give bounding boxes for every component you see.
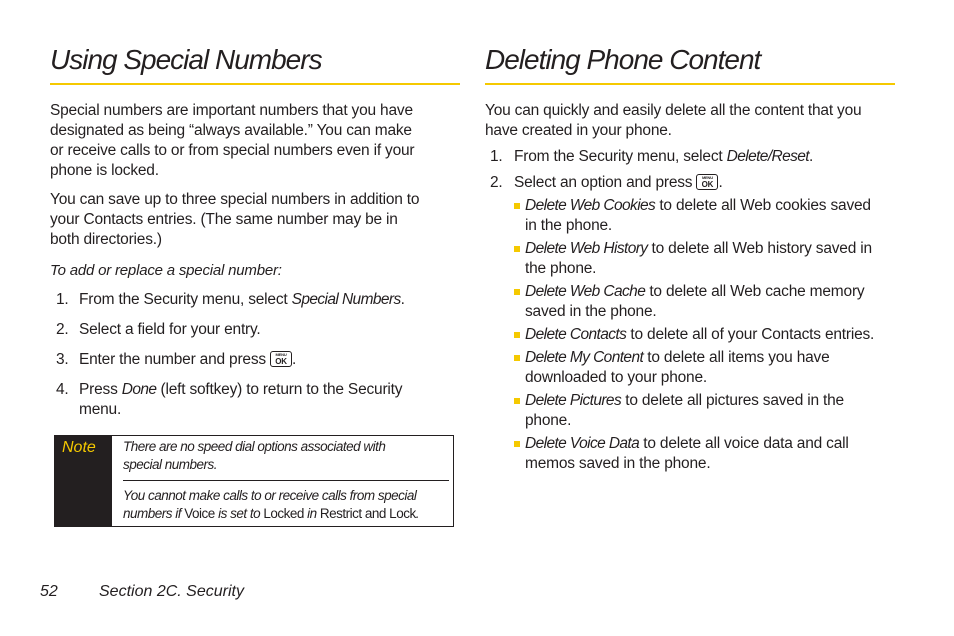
punctuation: . [292, 351, 297, 368]
text-line: both directories.) [50, 231, 162, 248]
section-footer: Section 2C. Security [99, 583, 244, 600]
option-description: to delete all Web history saved in [647, 240, 872, 257]
option-description: the phone. [525, 260, 597, 277]
punctuation: . [415, 506, 419, 521]
note-label: Note [62, 439, 96, 456]
step-number: 4. [56, 381, 69, 398]
section-title: Using Special Numbers [50, 44, 322, 75]
procedure-heading: To add or replace a special number: [50, 262, 282, 279]
text-line: You cannot make calls to or receive calls from special [123, 488, 417, 503]
option-name: Delete Web Cookies [525, 197, 656, 214]
note-divider [123, 480, 449, 481]
note-box [54, 435, 454, 527]
option-name: Delete Web History [525, 240, 648, 257]
option-name: Delete Voice Data [525, 435, 640, 452]
page-number: 52 [40, 583, 58, 600]
note-text-1 [123, 438, 448, 474]
option-name: Delete Pictures [525, 392, 622, 409]
option-name: Delete Web Cache [525, 283, 646, 300]
text-line: There are no speed dial options associated with [123, 439, 386, 454]
text-line: special numbers. [123, 457, 218, 472]
bullet-square-icon [514, 246, 520, 252]
option-description: memos saved in the phone. [525, 455, 711, 472]
bullet-square-icon [514, 355, 520, 361]
punctuation: . [718, 174, 723, 191]
note-text-2 [123, 487, 448, 523]
text-line: You can quickly and easily delete all the content that you [485, 102, 862, 119]
setting-value: Locked [263, 506, 304, 521]
softkey-reference: Done [121, 381, 157, 398]
text-line: designated as being “always available.” You can make [50, 122, 412, 139]
menu-item-reference: Special Numbers [291, 291, 401, 308]
step-text: From the Security menu, select [514, 148, 727, 165]
option-description: to delete all pictures saved in the [621, 392, 844, 409]
punctuation: . [809, 148, 814, 165]
bullet-square-icon [514, 398, 520, 404]
step-number: 2. [56, 321, 69, 338]
section-title: Deleting Phone Content [485, 44, 761, 75]
bullet-square-icon [514, 441, 520, 447]
text-fragment: in [303, 506, 320, 521]
setting-name: Voice [184, 506, 215, 521]
option-description: to delete all items you have [643, 349, 830, 366]
title-rule [485, 83, 895, 85]
text-fragment: numbers if [123, 506, 185, 521]
key-label-top: MENU [701, 175, 713, 180]
option-name: Delete Contacts [525, 326, 627, 343]
bullet-square-icon [514, 332, 520, 338]
note-label-panel [55, 436, 112, 526]
bullet-square-icon [514, 203, 520, 209]
text-line: phone is locked. [50, 162, 159, 179]
menu-ok-key-icon [696, 174, 718, 190]
step-text: Select a field for your entry. [79, 321, 261, 338]
key-label-top: MENU [275, 352, 287, 357]
option-description: to delete all Web cache memory [645, 283, 865, 300]
info-paragraph [50, 190, 419, 250]
text-line: or receive calls to or from special numbers even if your [50, 142, 415, 159]
text-line: Special numbers are important numbers that you have [50, 102, 413, 119]
step-text: Select an option and press [514, 174, 697, 191]
step-text: (left softkey) to return to the Security [156, 381, 403, 398]
step-number: 2. [490, 174, 503, 191]
title-rule [50, 83, 460, 85]
option-description: phone. [525, 412, 572, 429]
text-fragment: is set to [214, 506, 264, 521]
option-description: to delete all Web cookies saved [655, 197, 871, 214]
option-description: to delete all voice data and call [639, 435, 849, 452]
option-description: saved in the phone. [525, 303, 657, 320]
step-text: From the Security menu, select [79, 291, 292, 308]
intro-paragraph [50, 101, 414, 181]
text-line: have created in your phone. [485, 122, 672, 139]
punctuation: . [400, 291, 405, 308]
step-number: 1. [490, 148, 503, 165]
option-name: Delete My Content [525, 349, 644, 366]
menu-ok-key-icon [270, 351, 292, 367]
text-line: your Contacts entries. (The same number may be in [50, 211, 398, 228]
key-label-bottom: OK [275, 357, 287, 366]
menu-item-reference: Delete/Reset [726, 148, 810, 165]
step-number: 3. [56, 351, 69, 368]
option-description: downloaded to your phone. [525, 369, 708, 386]
text-line: You can save up to three special numbers in addition to [50, 191, 420, 208]
option-description: in the phone. [525, 217, 613, 234]
key-label-bottom: OK [701, 180, 714, 189]
bullet-square-icon [514, 289, 520, 295]
intro-paragraph [485, 101, 861, 141]
step-text: Press [79, 381, 122, 398]
step-text: Enter the number and press [79, 351, 271, 368]
step-number: 1. [56, 291, 69, 308]
menu-name: Restrict and Lock [319, 506, 416, 521]
step-text: menu. [79, 401, 122, 418]
option-description: to delete all of your Contacts entries. [626, 326, 875, 343]
